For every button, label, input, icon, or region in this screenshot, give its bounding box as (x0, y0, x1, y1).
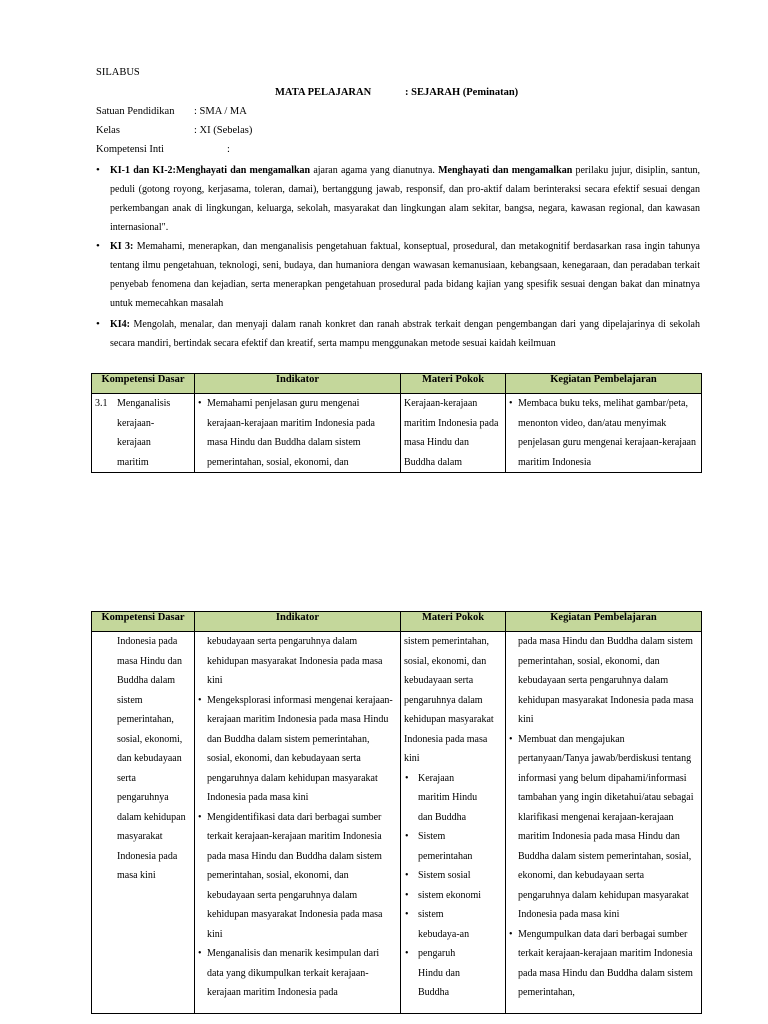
class-label: Kelas (96, 125, 120, 136)
materi-cell (401, 394, 506, 473)
header-indikator: Indikator (195, 612, 401, 632)
kd-number: 3.1 (95, 398, 108, 409)
materi-cell (401, 632, 506, 1014)
indikator-cell (195, 394, 401, 473)
materi-item: • Kerajaan maritim Hindu dan Buddha (404, 769, 478, 828)
header-materi-pokok: Materi Pokok (401, 374, 506, 394)
syllabus-table-1 (91, 373, 702, 473)
ki3-lead: KI 3: (110, 241, 134, 252)
kegiatan-cell (506, 394, 702, 473)
indikator-item: • Mengidentifikasi data dari berbagai sumber terkait kerajaan-kerajaan maritim Indonesia pada masa Hindu dan Buddha dalam sistem pemerintahan, sosial, ekonomi, dan kebudayaan serta pengaruhnya dalam kehidupan masyarakat Indonesia pada masa kini (198, 808, 397, 945)
ki1-text-a: ajaran agama yang dianutnya. (310, 165, 439, 176)
kd-cell (92, 632, 195, 1014)
ki1-emphasis: Menghayati dan mengamalkan (438, 165, 573, 176)
kegiatan-item: • Membaca buku teks, melihat gambar/peta, menonton video, dan/atau menyimak penjelasan guru mengenai kerajaan-kerajaan maritim Indonesia (509, 394, 698, 472)
indikator-item: • Menganalisis dan menarik kesimpulan dari data yang dikumpulkan terkait kerajaan-kerajaan maritim Indonesia pada (198, 944, 397, 1003)
syllabus-table-2 (91, 611, 702, 1014)
indikator-cont: kebudayaan serta pengaruhnya dalam kehidupan masyarakat Indonesia pada masa kini (207, 636, 383, 686)
kd-cell (92, 394, 195, 473)
indikator-item: • Memahami penjelasan guru mengenai kerajaan-kerajaan maritim Indonesia pada masa Hindu dan Buddha dalam sistem pemerintahan, sosial, ekonomi, dan (198, 394, 397, 472)
ki1-text-b: perilaku jujur, disiplin, santun, peduli (gotong royong, kerjasama, toleran, damai), bertanggung jawab, responsif, dan pro-aktif dalam berinteraksi secara efektif sesuai dengan perkembangan anak di lingkungan, keluarga, sekolah, masyarakat dan lingkungan alam sekitar, bangsa, negara, kawasan regional, dan kawasan internasional". (110, 165, 700, 233)
ki1-lead: KI-1 dan KI-2:Menghayati dan mengamalkan (110, 165, 311, 176)
materi-item: • sistem ekonomi (404, 886, 502, 906)
header-kompetensi-dasar: Kompetensi Dasar (92, 374, 195, 394)
header-materi-pokok: Materi Pokok (401, 612, 506, 632)
materi-cont: sistem pemerintahan, sosial, ekonomi, dan kebudayaan serta pengaruhnya dalam kehidupan masyarakat Indonesia pada masa kini (404, 636, 494, 764)
materi-item: • Sistem pemerintahan (404, 827, 478, 866)
kegiatan-cont: pada masa Hindu dan Buddha dalam sistem pemerintahan, sosial, ekonomi, dan kebudayaan serta pengaruhnya dalam kehidupan masyarakat Indonesia pada masa kini (518, 636, 694, 725)
school-label: Satuan Pendidikan (96, 106, 175, 117)
kegiatan-cell (506, 632, 702, 1014)
core-competence-colon: : (227, 144, 230, 155)
indikator-item: • Mengeksplorasi informasi mengenai kerajaan-kerajaan maritim Indonesia pada masa Hindu dan Buddha dalam sistem pemerintahan, sosial, ekonomi, dan kebudayaan serta pengaruhnya dalam kehidupan masyarakat Indonesia pada masa kini (198, 691, 397, 808)
kegiatan-item: • Membuat dan mengajukan pertanyaan/Tanya jawab/berdiskusi tentang informasi yang belum dipahami/informasi tambahan yang ingin diketahui/atau sebagai klarifikasi mengenai kerajaan-kerajaan maritim Indonesia pada masa Hindu dan Buddha dalam sistem pemerintahan, sosial, ekonomi, dan kebudayaan serta pengaruhnya dalam kehidupan masyarakat Indonesia pada masa kini (509, 730, 698, 925)
core-competence-label: Kompetensi Inti (96, 144, 164, 155)
ki3-text: Memahami, menerapkan, dan menganalisis pengetahuan faktual, konseptual, prosedural, dan metakognitif berdasarkan rasa ingin tahunya tentang ilmu pengetahuan, teknologi, seni, budaya, dan humaniora dengan wawasan kemanusiaan, kebangsaan, kenegaraan, dan peradaban terkait penyebab fenomena dan kejadian, serta menerapkan pengetahuan prosedural pada bidang kajian yang spesifik sesuai dengan bakat dan minatnya untuk memecahkan masalah (110, 241, 701, 309)
materi-item: • Sistem sosial (404, 866, 502, 886)
class-value: : XI (Sebelas) (194, 125, 253, 136)
header-kompetensi-dasar: Kompetensi Dasar (92, 612, 195, 632)
header-kegiatan: Kegiatan Pembelajaran (506, 612, 702, 632)
ki4-text: Mengolah, menalar, dan menyaji dalam ranah konkret dan ranah abstrak terkait dengan pengembangan dari yang dipelajarinya di sekolah secara mandiri, bertindak secara efektif dan kreatif, serta mampu menggunakan metode sesuai kaidah keilmuan (110, 319, 700, 349)
doc-title: SILABUS (96, 67, 140, 78)
materi-item: • sistem kebudaya-an (404, 905, 478, 944)
kd-text-cont: Indonesia pada masa Hindu dan Buddha dalam sistem pemerintahan, sosial, ekonomi, dan kebudayaan serta pengaruhnya dalam kehidupan masyarakat Indonesia pada masa kini (117, 636, 186, 881)
header-indikator: Indikator (195, 374, 401, 394)
ki-item-3: • KI 3: Memahami, menerapkan, dan menganalisis pengetahuan faktual, konseptual, prosedural, dan metakognitif berdasarkan rasa ingin tahunya tentang ilmu pengetahuan, teknologi, seni, budaya, dan humaniora dengan wawasan kemanusiaan, kebangsaan, kenegaraan, dan peradaban terkait penyebab fenomena dan kejadian, serta menerapkan pengetahuan prosedural pada bidang kajian yang spesifik sesuai dengan bakat dan minatnya untuk memecahkan masalah (96, 240, 701, 309)
header-kegiatan: Kegiatan Pembelajaran (506, 374, 702, 394)
kd-text: Menganalisis kerajaan-kerajaan maritim (117, 398, 171, 468)
subject-value: : SEJARAH (Peminatan) (405, 87, 519, 98)
ki-item-4: • KI4: Mengolah, menalar, dan menyaji dalam ranah konkret dan ranah abstrak terkait dengan pengembangan dari yang dipelajarinya di sekolah secara mandiri, bertindak secara efektif dan kreatif, serta mampu menggunakan metode sesuai kaidah keilmuan (96, 318, 700, 349)
materi-item: • pengaruh Hindu dan Buddha (404, 944, 480, 1003)
ki4-lead: KI4: (110, 319, 130, 330)
materi-text: Kerajaan-kerajaan maritim Indonesia pada masa Hindu dan Buddha dalam (404, 398, 499, 468)
subject-label: MATA PELAJARAN (275, 87, 372, 98)
school-value: : SMA / MA (194, 106, 247, 117)
ki-item-1: • KI-1 dan KI-2:Menghayati dan mengamalkan ajaran agama yang dianutnya. Menghayati dan mengamalkan perilaku jujur, disiplin, santun, peduli (gotong royong, kerjasama, toleran, damai), bertanggung jawab, responsif, dan pro-aktif dalam berinteraksi secara efektif sesuai dengan perkembangan anak di lingkungan, keluarga, sekolah, masyarakat dan lingkungan alam sekitar, bangsa, negara, kawasan regional, dan kawasan internasional". (96, 164, 700, 233)
indikator-cell (195, 632, 401, 1014)
kegiatan-item: • Mengumpulkan data dari berbagai sumber terkait kerajaan-kerajaan maritim Indonesia pada masa Hindu dan Buddha dalam sistem pemerintahan, (509, 925, 698, 1003)
